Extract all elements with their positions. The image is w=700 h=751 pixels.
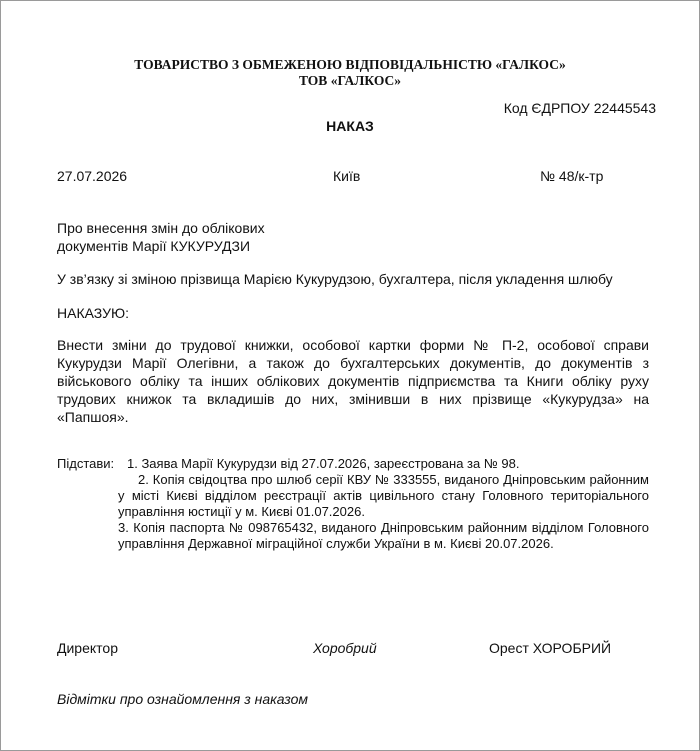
- document-subject: [57, 219, 377, 255]
- signature-mark: Хоробрий: [313, 640, 377, 656]
- grounds-label: Підстави:: [57, 456, 115, 471]
- grounds-item-1: 1. Заява Марії Кукурудзи від 27.07.2026, зареєстрована за № 98.: [127, 456, 520, 471]
- signatory-position: Директор: [57, 640, 118, 656]
- signatory-name: Орест ХОРОБРИЙ: [489, 640, 612, 656]
- grounds-item-2: 2. Копія свідоцтва про шлюб серії КВУ № 333555, виданого Дніпровським районним у місті Києві відділом реєстрації актів цивільного стану Головного територіального управління юстиції у м. Києві 01.07.2026.: [118, 472, 649, 519]
- order-word: НАКАЗУЮ:: [57, 305, 130, 321]
- subject-line-1: Про внесення змін до облікових: [57, 220, 265, 236]
- document-city: Київ: [333, 168, 361, 184]
- edrpou-code: Код ЄДРПОУ 22445543: [503, 100, 656, 116]
- organization-short-name: ТОВ «ГАЛКОС»: [298, 73, 401, 88]
- acknowledgement-note: Відмітки про ознайомлення з наказом: [57, 691, 308, 707]
- subject-line-2: документів Марії КУКУРУДЗИ: [57, 238, 251, 254]
- document-number: № 48/к-тр: [540, 168, 604, 184]
- document-title: НАКАЗ: [326, 118, 374, 134]
- preamble-text: У зв’язку зі зміною прізвища Марією Кукурудзою, бухгалтера, після укладення шлюбу: [57, 271, 613, 287]
- organization-full-name: ТОВАРИСТВО З ОБМЕЖЕНОЮ ВІДПОВІДАЛЬНІСТЮ «ГАЛКОС»: [134, 57, 566, 72]
- order-text: Внести зміни до трудової книжки, особової картки форми № П-2, особової справи Кукурудзи Марії Олегівни, а також до бухгалтерських документів, до документів з військового обліку та інших облікових документів підприємства та Книги обліку руху трудових книжок та вкладишів до них, змінивши в них прізвище «Кукурудза» на «Папшоя».: [57, 337, 649, 425]
- grounds-item-3: 3. Копія паспорта № 098765432, виданого Дніпровським районним відділом Головного управління Державної міграційної служби України в м. Києві 20.07.2026.: [118, 520, 649, 551]
- document-date: 27.07.2026: [57, 168, 128, 184]
